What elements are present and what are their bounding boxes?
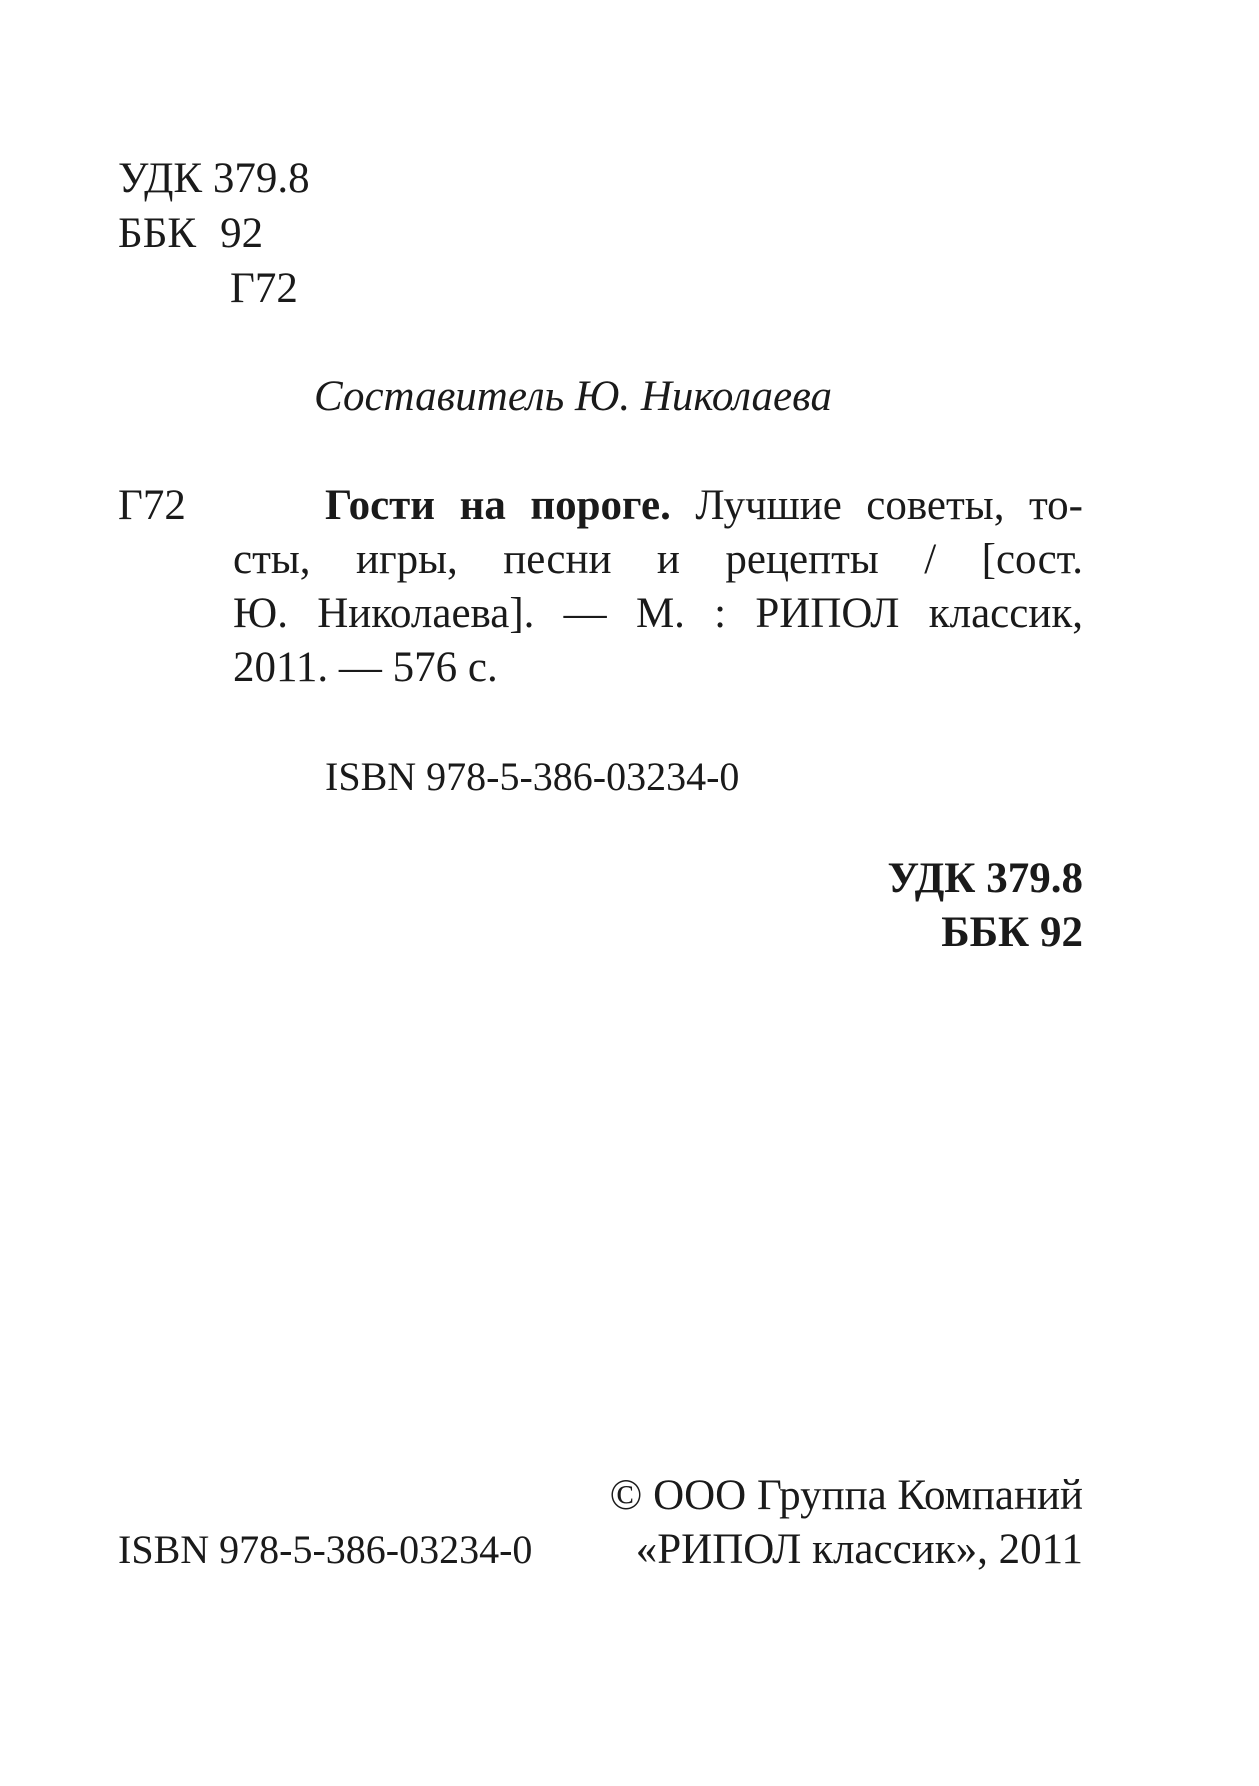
bbk-value: 92: [220, 210, 264, 257]
entry-author-mark: Г72: [118, 482, 186, 529]
entry-line-3: Ю. Николаева]. — М. : РИПОЛ классик,: [233, 590, 1083, 637]
entry-line-2: сты, игры, песни и рецепты / [сост.: [233, 536, 1083, 583]
compiler-credit: Составитель Ю. Николаева: [314, 373, 833, 420]
isbn-entry: ISBN 978-5-386-03234-0: [325, 754, 740, 799]
bibliographic-entry: [233, 479, 1083, 695]
book-title: Гости на пороге.: [325, 482, 671, 529]
bbk-code-top: [118, 207, 263, 261]
bbk-code-right: ББК 92: [941, 909, 1083, 956]
entry-line-1-rest: Лучшие советы, то-: [695, 482, 1084, 529]
copyright-notice: [610, 1469, 1083, 1577]
entry-line-1: [233, 479, 1083, 533]
copyright-line-2: «РИПОЛ классик», 2011: [635, 1526, 1083, 1573]
bbk-label: ББК: [118, 210, 197, 257]
udk-code-right: УДК 379.8: [887, 855, 1083, 902]
udk-code-top: УДК 379.8: [118, 155, 310, 202]
isbn-bottom: ISBN 978-5-386-03234-0: [118, 1527, 533, 1572]
copyright-line-1: © ООО Группа Компаний: [609, 1472, 1083, 1519]
author-mark-top: Г72: [230, 265, 298, 312]
classification-block: [888, 852, 1083, 960]
entry-line-4: 2011. — 576 с.: [233, 644, 498, 691]
